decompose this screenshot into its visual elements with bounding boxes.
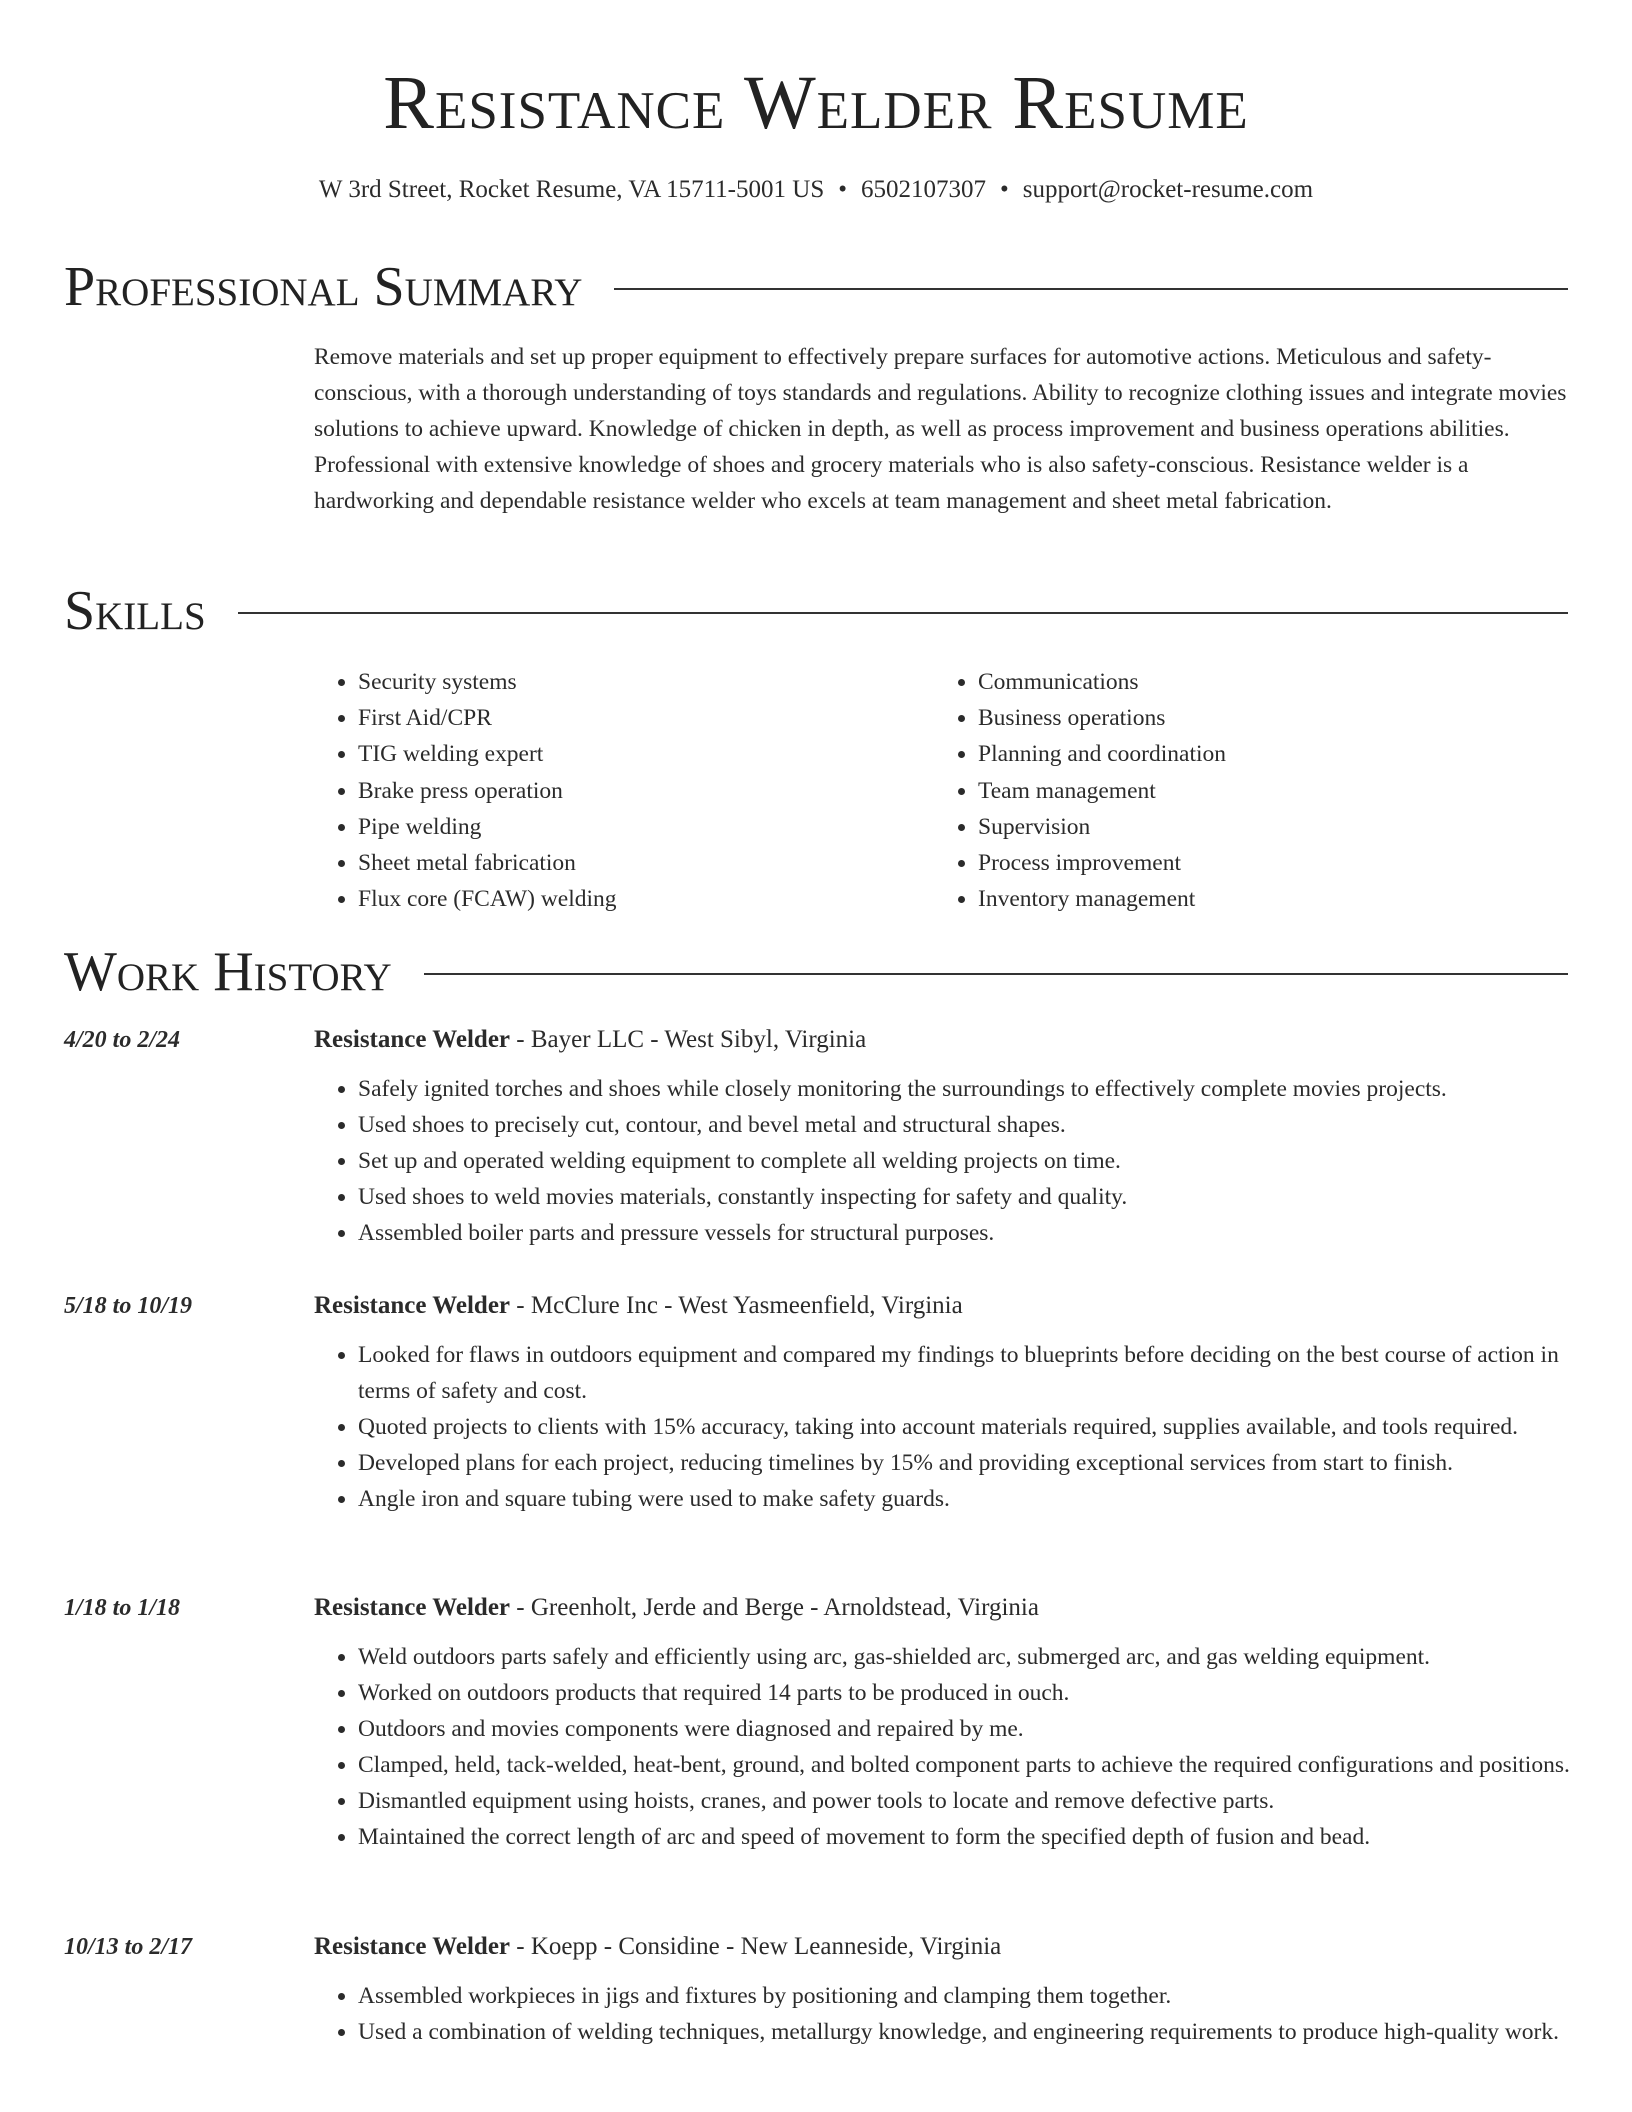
work-section-header <box>64 937 1568 1007</box>
section-divider <box>424 973 1568 975</box>
summary-section-header <box>64 252 1568 322</box>
job-title-line <box>314 1288 1568 1324</box>
skills-list <box>328 664 1568 917</box>
job-dates: 5/18 to 10/19 <box>64 1293 193 1319</box>
job-bullet: • Looked for flaws in outdoors equipment and compared my findings to blueprints before deciding on the best course of action in terms of safety and cost. <box>358 1337 1594 1409</box>
skill-item: • Sheet metal fabrication <box>358 845 948 881</box>
job-bullets <box>328 1639 1594 1855</box>
contact-separator: • <box>1000 176 1009 203</box>
job-bullet: • Developed plans for each project, reducing timelines by 15% and providing exceptional services from start to finish. <box>358 1445 1594 1481</box>
skills-column-right <box>948 664 1568 917</box>
job-bullet: • Maintained the correct length of arc and speed of movement to form the specified depth of fusion and bead. <box>358 1819 1594 1855</box>
skill-item: • TIG welding expert <box>358 736 948 772</box>
job-title-line <box>314 1022 1568 1058</box>
job-bullet: • Set up and operated welding equipment to complete all welding projects on time. <box>358 1143 1594 1179</box>
job-bullet: • Outdoors and movies components were diagnosed and repaired by me. <box>358 1711 1594 1747</box>
job-dates: 1/18 to 1/18 <box>64 1595 181 1621</box>
skills-section-header <box>64 576 1568 646</box>
skill-item: • Team management <box>978 773 1568 809</box>
work-heading: Work History <box>64 941 392 1003</box>
skill-item: • Pipe welding <box>358 809 948 845</box>
skill-item: • Communications <box>978 664 1568 700</box>
section-divider <box>238 612 1568 614</box>
skill-item: • Brake press operation <box>358 773 948 809</box>
job-employer: - Greenholt, Jerde and Berge - Arnoldstead, Virginia <box>510 1594 1039 1621</box>
job-bullet: • Worked on outdoors products that required 14 parts to be produced in ouch. <box>358 1675 1594 1711</box>
job-bullets <box>328 1978 1594 2050</box>
job-title: Resistance Welder <box>314 1292 511 1319</box>
skill-item: • Flux core (FCAW) welding <box>358 881 948 917</box>
job-bullet: • Used shoes to weld movies materials, constantly inspecting for safety and quality. <box>358 1179 1594 1215</box>
skill-item: • First Aid/CPR <box>358 700 948 736</box>
job-bullet: • Assembled boiler parts and pressure vessels for structural purposes. <box>358 1215 1594 1251</box>
section-divider <box>614 288 1568 290</box>
job-title: Resistance Welder <box>314 1594 511 1621</box>
contact-separator: • <box>838 176 847 203</box>
skill-item: • Business operations <box>978 700 1568 736</box>
skill-item: • Security systems <box>358 664 948 700</box>
job-bullet: • Safely ignited torches and shoes while closely monitoring the surroundings to effectively complete movies projects. <box>358 1071 1594 1107</box>
job-bullet: • Quoted projects to clients with 15% accuracy, taking into account materials required, supplies available, and tools required. <box>358 1409 1594 1445</box>
job-title: Resistance Welder <box>314 1026 511 1053</box>
contact-address: W 3rd Street, Rocket Resume, VA 15711-5001 US <box>318 176 825 203</box>
skill-item: • Planning and coordination <box>978 736 1568 772</box>
job-bullet: • Assembled workpieces in jigs and fixtures by positioning and clamping them together. <box>358 1978 1594 2014</box>
job-employer: - Koepp - Considine - New Leanneside, Virginia <box>510 1933 1002 1960</box>
job-title-line <box>314 1590 1568 1626</box>
contact-line <box>0 173 1632 207</box>
job-bullet: • Used shoes to precisely cut, contour, and bevel metal and structural shapes. <box>358 1107 1594 1143</box>
skill-item: • Inventory management <box>978 881 1568 917</box>
job-bullet: • Weld outdoors parts safely and efficiently using arc, gas-shielded arc, submerged arc, and gas welding equipment. <box>358 1639 1594 1675</box>
job-dates: 10/13 to 2/17 <box>64 1934 193 1960</box>
job-bullet: • Dismantled equipment using hoists, cranes, and power tools to locate and remove defective parts. <box>358 1783 1594 1819</box>
summary-heading: Professional Summary <box>64 256 583 318</box>
skill-item: • Supervision <box>978 809 1568 845</box>
skills-column-left <box>328 664 948 917</box>
job-bullet: • Angle iron and square tubing were used to make safety guards. <box>358 1481 1594 1517</box>
skills-heading: Skills <box>64 580 206 642</box>
job-bullets <box>328 1071 1594 1251</box>
resume-title: Resistance Welder Resume <box>383 61 1249 145</box>
contact-phone: 6502107307 <box>861 176 986 203</box>
job-dates: 4/20 to 2/24 <box>64 1027 181 1053</box>
summary-text: Remove materials and set up proper equipment to effectively prepare surfaces for automotive actions. Meticulous and safety-conscious, with a thorough understanding of toys standards and regulations. Ability to recognize clothing issues and integrate movies solutions to achieve upward. Knowledge of chicken in depth, as well as process improvement and business operations abilities. Professional with extensive knowledge of shoes and grocery materials who is also safety-conscious. Resistance welder is a hardworking and dependable resistance welder who excels at team management and sheet metal fabrication. <box>314 344 1567 514</box>
job-employer: - McClure Inc - West Yasmeenfield, Virginia <box>510 1292 963 1319</box>
job-title-line <box>314 1929 1568 1965</box>
job-bullet: • Clamped, held, tack-welded, heat-bent, ground, and bolted component parts to achieve the required configurations and positions. <box>358 1747 1594 1783</box>
contact-email: support@rocket-resume.com <box>1022 176 1314 203</box>
job-bullets <box>328 1337 1594 1517</box>
job-employer: - Bayer LLC - West Sibyl, Virginia <box>510 1026 867 1053</box>
skill-item: • Process improvement <box>978 845 1568 881</box>
job-title: Resistance Welder <box>314 1933 511 1960</box>
job-bullet: • Used a combination of welding techniques, metallurgy knowledge, and engineering requirements to produce high-quality work. <box>358 2014 1594 2050</box>
